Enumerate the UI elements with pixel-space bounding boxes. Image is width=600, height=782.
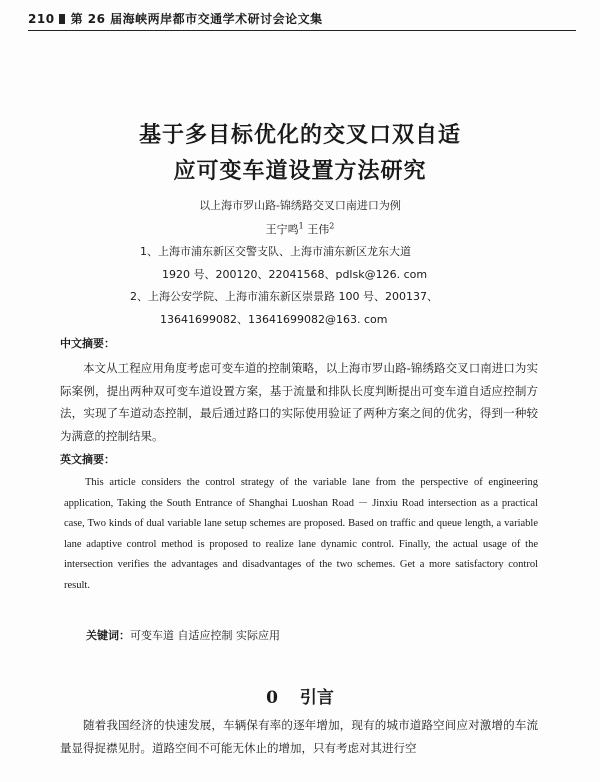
abstract-en-label: 英文摘要：	[60, 453, 115, 466]
paper-title-line-2: 应可变车道设置方法研究	[173, 159, 427, 184]
author-name: 王伟	[303, 223, 330, 236]
section-title: 引言	[299, 688, 334, 708]
abstract-cn-label: 中文摘要：	[60, 337, 115, 350]
page-number: 210	[28, 12, 55, 26]
author-affil-marker: 1	[298, 221, 304, 231]
section-heading	[0, 683, 600, 708]
affiliation-2-line-2: 13641699082、13641699082@163. com	[160, 313, 388, 326]
author-list	[0, 221, 600, 237]
author-affil-marker: 2	[329, 221, 335, 231]
running-header	[28, 10, 576, 31]
affiliation-1-line-2: 1920 号、200120、22041568、pdlsk@126. com	[162, 268, 428, 281]
abstract-en-text: This article considers the control strategy of the variable lane from the perspective of engineering application, Taking the South Entrance of Shanghai Luoshan Road － Jinxiu Road intersection as a practical case, Two kinds of dual variable lane setup schemes are proposed. Based on traffic and queue length, a variable lane adaptive control method is proposed to realize lane dynamic control. Finally, the actual usage of the intersection verifies the advantages and disadvantages of the two schemes. Get a more satisfactory control result.	[64, 477, 538, 591]
paper-subtitle: 以上海市罗山路-锦绣路交叉口南进口为例	[199, 199, 401, 212]
keywords-value: 可变车道 自适应控制 实际应用	[130, 629, 280, 642]
header-block-mark	[59, 14, 65, 24]
affiliation-2-line-1: 2、上海公安学院、上海市浦东新区崇景路 100 号、200137、	[130, 290, 438, 303]
paper-title-line-1: 基于多目标优化的交叉口双自适	[138, 123, 461, 148]
keywords-label: 关键词：	[86, 629, 130, 642]
affiliation-1-line-1: 1、上海市浦东新区交警支队、上海市浦东新区龙东大道	[140, 245, 411, 258]
author-name: 王宁鸣	[265, 223, 299, 236]
abstract-cn-text: 本文从工程应用角度考虑可变车道的控制策略，以上海市罗山路-锦绣路交叉口南进口为实际案例，提出两种双可变车道设置方案，基于流量和排队长度判断提出可变车道自适应控制方法，实现了车道动态控制，最后通过路口的实际使用验证了两种方案之间的优劣，得到一种较为满意的控制结果。	[60, 361, 538, 443]
intro-paragraph: 随着我国经济的快速发展，车辆保有率的逐年增加，现有的城市道路空间应对激增的车流量显得捉襟见肘。道路空间不可能无休止的增加，只有考虑对其进行空	[60, 718, 538, 755]
keywords	[86, 627, 280, 643]
journal-title: 第 26 届海峡两岸都市交通学术研讨会论文集	[70, 12, 323, 26]
section-number: 0	[266, 688, 278, 708]
